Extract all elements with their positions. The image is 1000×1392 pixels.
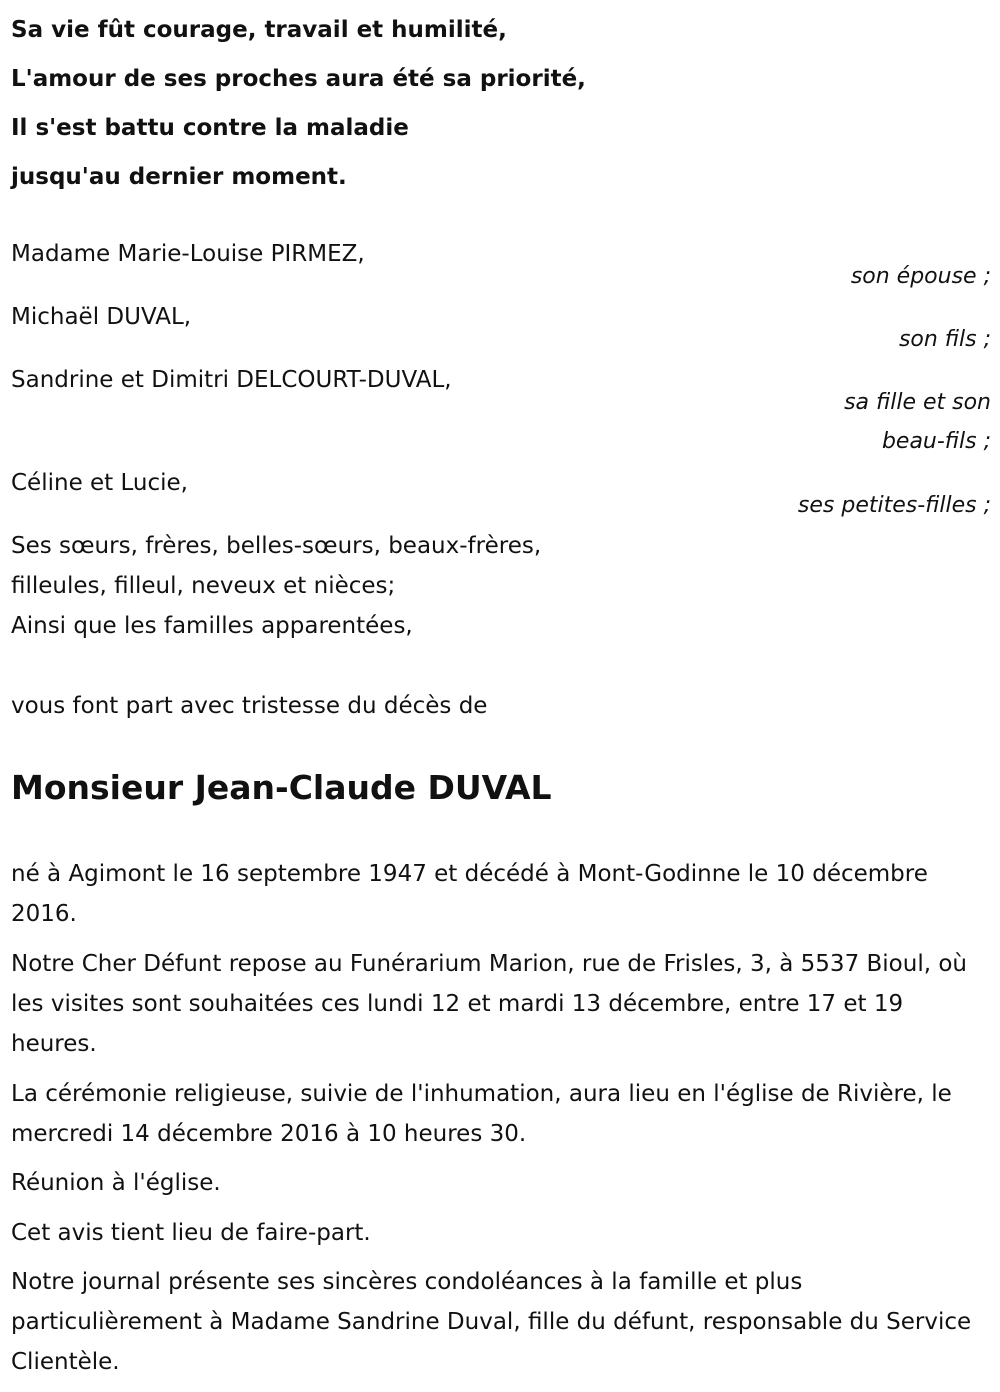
family-member-name: Madame Marie-Louise PIRMEZ,	[11, 241, 365, 267]
poem-line: Sa vie fût courage, travail et humilité,	[11, 17, 507, 43]
family-member-relation: sa fille et son	[844, 390, 991, 415]
family-member-name: Sandrine et Dimitri DELCOURT-DUVAL,	[11, 367, 452, 393]
extended-family-line: Ainsi que les familles apparentées,	[11, 613, 413, 639]
family-member-son	[11, 297, 991, 359]
family-member-granddaughters	[11, 463, 991, 525]
announcement: vous font part avec tristesse du décès de	[11, 693, 488, 719]
family-member-relation: son épouse ;	[850, 264, 991, 289]
family-member-name: Céline et Lucie,	[11, 470, 188, 496]
poem-line: jusqu'au dernier moment.	[11, 164, 347, 190]
extended-family-line: Ses sœurs, frères, belles-sœurs, beaux-frères,	[11, 533, 542, 559]
family-member-relation: son fils ;	[898, 327, 991, 352]
paragraph-notice: Cet avis tient lieu de faire-part.	[11, 1220, 371, 1246]
family-member-name: Michaël DUVAL,	[11, 304, 192, 330]
family-member-spouse	[11, 234, 991, 296]
poem-line: Il s'est battu contre la maladie	[11, 115, 409, 141]
extended-family	[11, 526, 986, 646]
paragraph-birth-death: né à Agimont le 16 septembre 1947 et décédé à Mont-Godinne le 10 décembre 2016.	[11, 861, 928, 927]
extended-family-line: filleules, filleul, neveux et nièces;	[11, 573, 396, 599]
poem-line: L'amour de ses proches aura été sa priorité,	[11, 66, 586, 92]
deceased-name: Monsieur Jean-Claude DUVAL	[11, 768, 552, 807]
paragraph-condolences: Notre journal présente ses sincères condoléances à la famille et plus particulièrement à Madame Sandrine Duval, fille du défunt, responsable du Service Clientèle.	[11, 1269, 972, 1375]
paragraph-meeting: Réunion à l'église.	[11, 1170, 221, 1196]
family-member-daughter	[11, 360, 991, 461]
poem	[11, 6, 911, 202]
family-member-relation: ses petites-filles ;	[797, 493, 991, 518]
family-member-relation: beau-fils ;	[881, 429, 991, 454]
paragraph-ceremony: La cérémonie religieuse, suivie de l'inhumation, aura lieu en l'église de Rivière, le mercredi 14 décembre 2016 à 10 heures 30.	[11, 1081, 952, 1147]
paragraph-visitation: Notre Cher Défunt repose au Funérarium Marion, rue de Frisles, 3, à 5537 Bioul, où les visites sont souhaitées ces lundi 12 et mardi 13 décembre, entre 17 et 19 heures.	[11, 951, 967, 1057]
